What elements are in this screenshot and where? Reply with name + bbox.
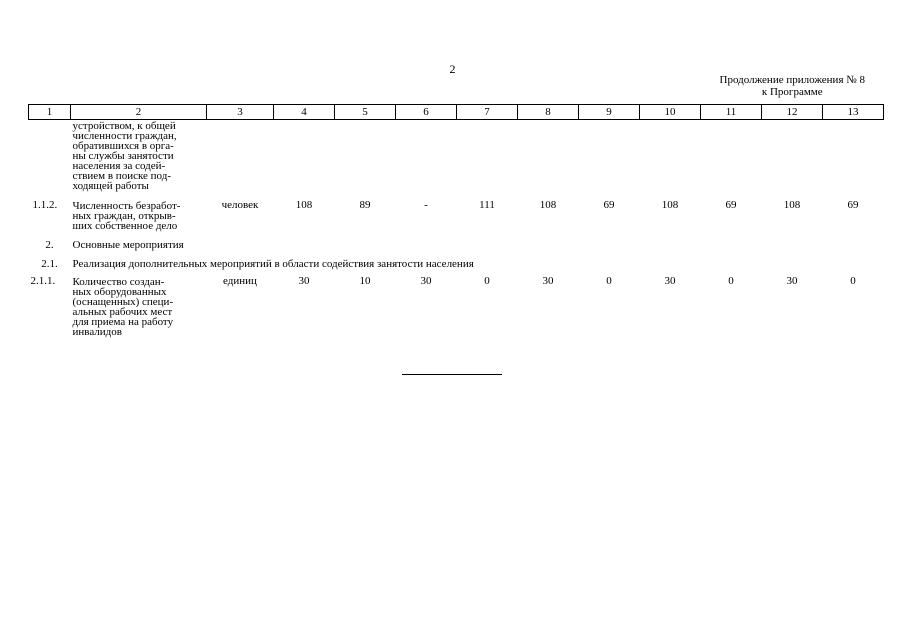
value-cell: 30 <box>298 275 310 287</box>
table-row <box>29 258 884 275</box>
value-cell: 89 <box>359 199 371 211</box>
value-cell: 0 <box>484 275 490 287</box>
column-number-row <box>29 105 884 120</box>
column-number: 12 <box>762 105 823 120</box>
column-number: 6 <box>396 105 457 120</box>
section-title: Основные мероприятия <box>72 239 184 251</box>
value-cell: 30 <box>420 275 432 287</box>
end-of-document-rule <box>402 374 502 375</box>
row-number: 2. <box>45 239 54 251</box>
column-number: 13 <box>823 105 884 120</box>
row-number: 1.1.2. <box>32 199 58 211</box>
program-indicators-table <box>28 104 884 337</box>
indicator-name: Количество создан- ных оборудованных (оснащенных) специ- альных рабочих мест для приема на работу инвалидов <box>72 276 174 338</box>
annex-line-1: Продолжение приложения № 8 <box>719 74 865 86</box>
value-cell: 108 <box>661 199 679 211</box>
table-row <box>29 199 884 239</box>
unit-cell: единиц <box>223 275 257 287</box>
value-cell: 108 <box>539 199 557 211</box>
row-number: 2.1. <box>41 258 58 270</box>
column-number: 2 <box>71 105 207 120</box>
annex-line-2: к Программе <box>761 86 823 98</box>
unit-cell: человек <box>221 199 259 211</box>
column-number: 8 <box>518 105 579 120</box>
table-row-continuation <box>29 120 884 200</box>
column-number: 1 <box>29 105 71 120</box>
value-cell: 69 <box>725 199 737 211</box>
column-number: 5 <box>335 105 396 120</box>
column-number: 11 <box>701 105 762 120</box>
value-cell: 0 <box>728 275 734 287</box>
annex-reference <box>720 74 865 98</box>
value-cell: 30 <box>664 275 676 287</box>
value-cell: 0 <box>606 275 612 287</box>
value-cell: 108 <box>295 199 313 211</box>
row-number: 2.1.1. <box>30 275 56 287</box>
value-cell: - <box>424 199 428 211</box>
column-number: 3 <box>207 105 274 120</box>
page-number: 2 <box>449 62 456 76</box>
value-cell: 69 <box>603 199 615 211</box>
indicator-name: устройством, к общей численности граждан, обратившихся в орга- ны службы занятости населения за содей- ствием в поиске под- ходящей работы <box>72 120 177 192</box>
value-cell: 108 <box>783 199 801 211</box>
subsection-title: Реализация дополнительных мероприятий в области содействия занятости населения <box>72 258 474 270</box>
value-cell: 69 <box>847 199 859 211</box>
value-cell: 30 <box>542 275 554 287</box>
indicator-name: Численность безработ- ных граждан, открыв- ших собственное дело <box>72 200 181 232</box>
value-cell: 10 <box>359 275 371 287</box>
value-cell: 30 <box>786 275 798 287</box>
value-cell: 0 <box>850 275 856 287</box>
value-cell: 111 <box>479 199 495 211</box>
column-number: 4 <box>274 105 335 120</box>
table-row <box>29 275 884 337</box>
column-number: 10 <box>640 105 701 120</box>
table-row <box>29 239 884 258</box>
column-number: 9 <box>579 105 640 120</box>
column-number: 7 <box>457 105 518 120</box>
